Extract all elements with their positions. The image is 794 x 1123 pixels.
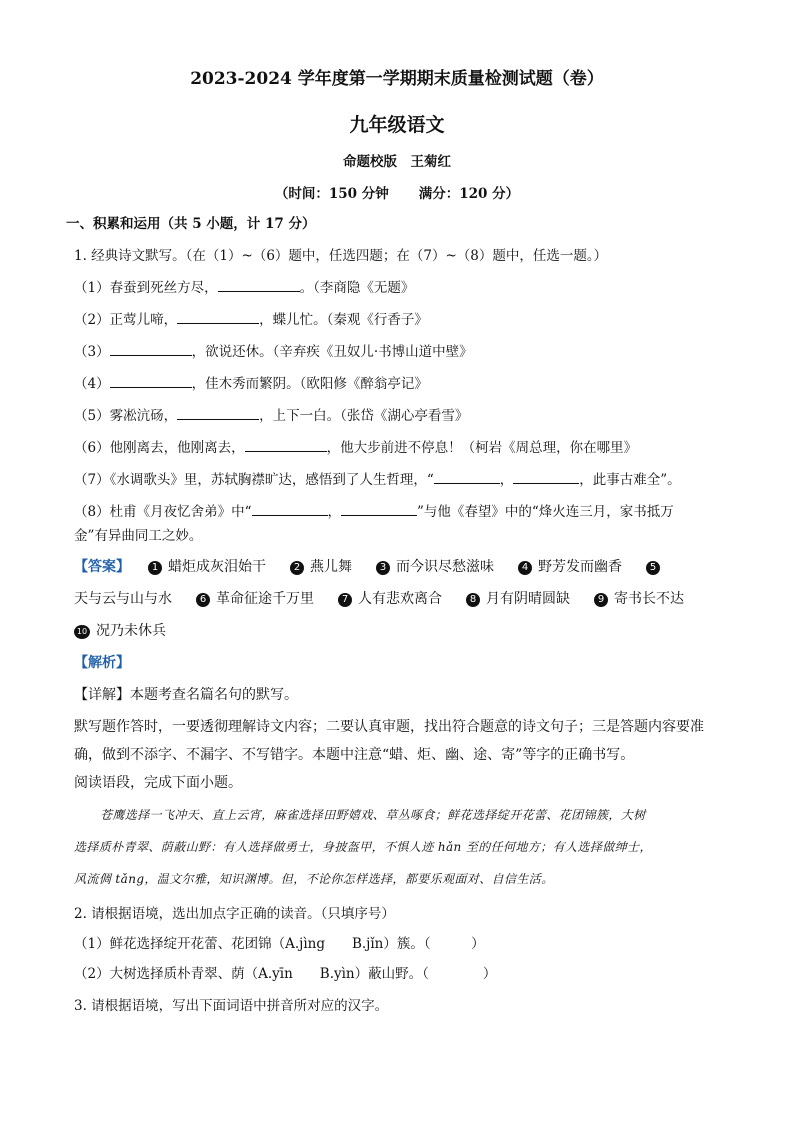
answer-row-2 [74, 588, 684, 608]
analysis-detail: 【详解】本题考查名篇名句的默写。 [74, 687, 298, 703]
analysis-para-2: 确，做到不添字、不漏字、不写错字。本题中注意“蜡、炬、幽、途、寄”等字的正确书写。 [74, 747, 635, 763]
q1-item-1-post: 。（李商隐《无题》 [299, 280, 415, 296]
answer-item [338, 588, 442, 608]
answer-blank[interactable] [513, 469, 579, 484]
q1-item-3-pre: （3） [74, 344, 110, 360]
circled-number: 3 [376, 561, 390, 575]
circled-number: 10 [74, 625, 90, 639]
q1-item-2 [74, 308, 428, 328]
q1-item-6-pre: （6）他刚离去，他刚离去， [74, 440, 245, 456]
q1-item-4-pre: （4） [74, 376, 110, 392]
answer-item [148, 556, 266, 576]
q1-item-8 [74, 500, 674, 520]
answer-text: 而今识尽愁滋味 [396, 559, 494, 575]
answer-blank[interactable] [177, 309, 259, 324]
q1-item-8-mid: ， [327, 504, 341, 520]
answer-item-cont: 天与云与山与水 [74, 591, 172, 607]
q1-item-4-post: ，佳木秀而繁阴。（欧阳修《醉翁亭记》 [191, 376, 428, 392]
q1-item-6-post: ，他大步前进不停息！（柯岩《周总理，你在哪里》 [326, 440, 638, 456]
answer-label: 【答案】 [74, 559, 130, 575]
answer-item [290, 556, 352, 576]
answer-text: 寄书长不达 [614, 591, 684, 607]
answer-text: 况乃未休兵 [96, 623, 166, 639]
q2-stem: 2. 请根据语境，选出加点字正确的读音。（只填序号） [74, 906, 395, 922]
exam-subtitle: 九年级语文 [349, 114, 445, 136]
passage-line-1: 苍鹰选择一飞冲天、直上云宵，麻雀选择田野嬉戏、草丛啄食；鲜花选择绽开花蕾、花团锦簇，大树 [100, 808, 646, 822]
circled-number: 7 [338, 593, 352, 607]
answer-item [646, 559, 666, 575]
answer-item [376, 556, 494, 576]
answer-blank[interactable] [252, 501, 328, 516]
answer-item [594, 588, 684, 608]
circled-number: 9 [594, 593, 608, 607]
q1-item-2-post: ，蝶儿忙。（秦观《行香子》 [259, 312, 428, 328]
answer-blank[interactable] [341, 501, 417, 516]
q1-item-3-post: ，欲说还休。（辛弃疾《丑奴儿·书博山道中壁》 [191, 344, 473, 360]
q2-item-1: （1）鲜花选择绽开花蕾、花团锦（A.jìng B.jǐn）簇。（ ） [74, 936, 485, 952]
passage-line-3: 风流倜 tǎng，温文尔雅，知识渊博。但，不论你怎样选择，都要乐观面对、自信生活。 [74, 872, 554, 886]
q1-item-7 [74, 468, 681, 488]
circled-number: 2 [290, 561, 304, 575]
answer-text: 蜡炬成灰泪始干 [168, 559, 266, 575]
q1-item-4 [74, 372, 428, 392]
answer-blank[interactable] [245, 437, 327, 452]
exam-timing [0, 182, 794, 202]
q2-item-2: （2）大树选择质朴青翠、荫（A.yīn B.yìn）蔽山野。（ ） [74, 966, 497, 982]
answer-item [74, 620, 166, 640]
circled-number: 5 [646, 561, 660, 575]
answer-blank[interactable] [218, 277, 300, 292]
q1-item-5-pre: （5）雾凇沆砀， [74, 408, 178, 424]
q3-stem: 3. 请根据语境，写出下面词语中拼音所对应的汉字。 [74, 998, 389, 1014]
exam-editor: 命题校版 王菊红 [343, 154, 451, 170]
analysis-para-1: 默写题作答时，一要透彻理解诗文内容；二要认真审题，找出符合题意的诗文句子；三是答题内容要准 [74, 719, 704, 735]
q1-item-6 [74, 436, 637, 456]
section-heading: 一、积累和运用（共 5 小题，计 17 分） [66, 216, 316, 232]
circled-number: 1 [148, 561, 162, 575]
q1-item-7-pre: （7）《水调歌头》里，苏轼胸襟旷达，感悟到了人生哲理，“ [74, 472, 434, 488]
q1-item-8-cont: 金”有异曲同工之妙。 [74, 528, 203, 544]
answer-blank[interactable] [177, 405, 259, 420]
exam-score: 满分：120 分） [418, 186, 520, 202]
answer-text: 革命征途千万里 [216, 591, 314, 607]
circled-number: 6 [196, 593, 210, 607]
circled-number: 4 [518, 561, 532, 575]
q1-item-3 [74, 340, 473, 360]
circled-number: 8 [466, 593, 480, 607]
exam-time: （时间：150 分钟 [274, 186, 389, 202]
answer-blank[interactable] [110, 341, 192, 356]
q1-item-8-post: ”与他《春望》中的“烽火连三月，家书抵万 [417, 504, 674, 520]
q1-item-5 [74, 404, 468, 424]
answer-text: 燕儿舞 [310, 559, 352, 575]
q1-item-2-pre: （2）正莺儿啼， [74, 312, 178, 328]
answer-row-1 [74, 556, 666, 576]
answer-item [196, 588, 314, 608]
exam-title: 2023-2024 学年度第一学期期末质量检测试题（卷） [190, 69, 604, 89]
answer-row-3 [74, 620, 190, 640]
q1-item-7-post: ，此事古难全”。 [579, 472, 681, 488]
q1-stem: 1. 经典诗文默写。（在（1）~（6）题中，任选四题；在（7）~（8）题中，任选一题。） [74, 248, 608, 264]
q1-item-5-post: ，上下一白。（张岱《湖心亭看雪》 [259, 408, 469, 424]
passage-line-2: 选择质朴青翠、荫蔽山野：有人选择做勇士，身披盔甲，不惧人迹 hǎn 至的任何地方；有人选择做绅士， [74, 840, 652, 854]
analysis-label: 【解析】 [74, 655, 130, 671]
answer-blank[interactable] [434, 469, 500, 484]
q1-item-1-pre: （1）春蚕到死丝方尽， [74, 280, 218, 296]
answer-item [466, 588, 570, 608]
q1-item-8-pre: （8）杜甫《月夜忆舍弟》中“ [74, 504, 252, 520]
q1-item-7-mid: ， [499, 472, 514, 488]
reading-intro: 阅读语段，完成下面小题。 [74, 775, 242, 791]
answer-text: 野芳发而幽香 [538, 559, 622, 575]
answer-text: 人有悲欢离合 [358, 591, 442, 607]
q1-item-1 [74, 276, 414, 296]
answer-text: 月有阴晴圆缺 [486, 591, 570, 607]
answer-blank[interactable] [110, 373, 192, 388]
answer-item [518, 556, 622, 576]
